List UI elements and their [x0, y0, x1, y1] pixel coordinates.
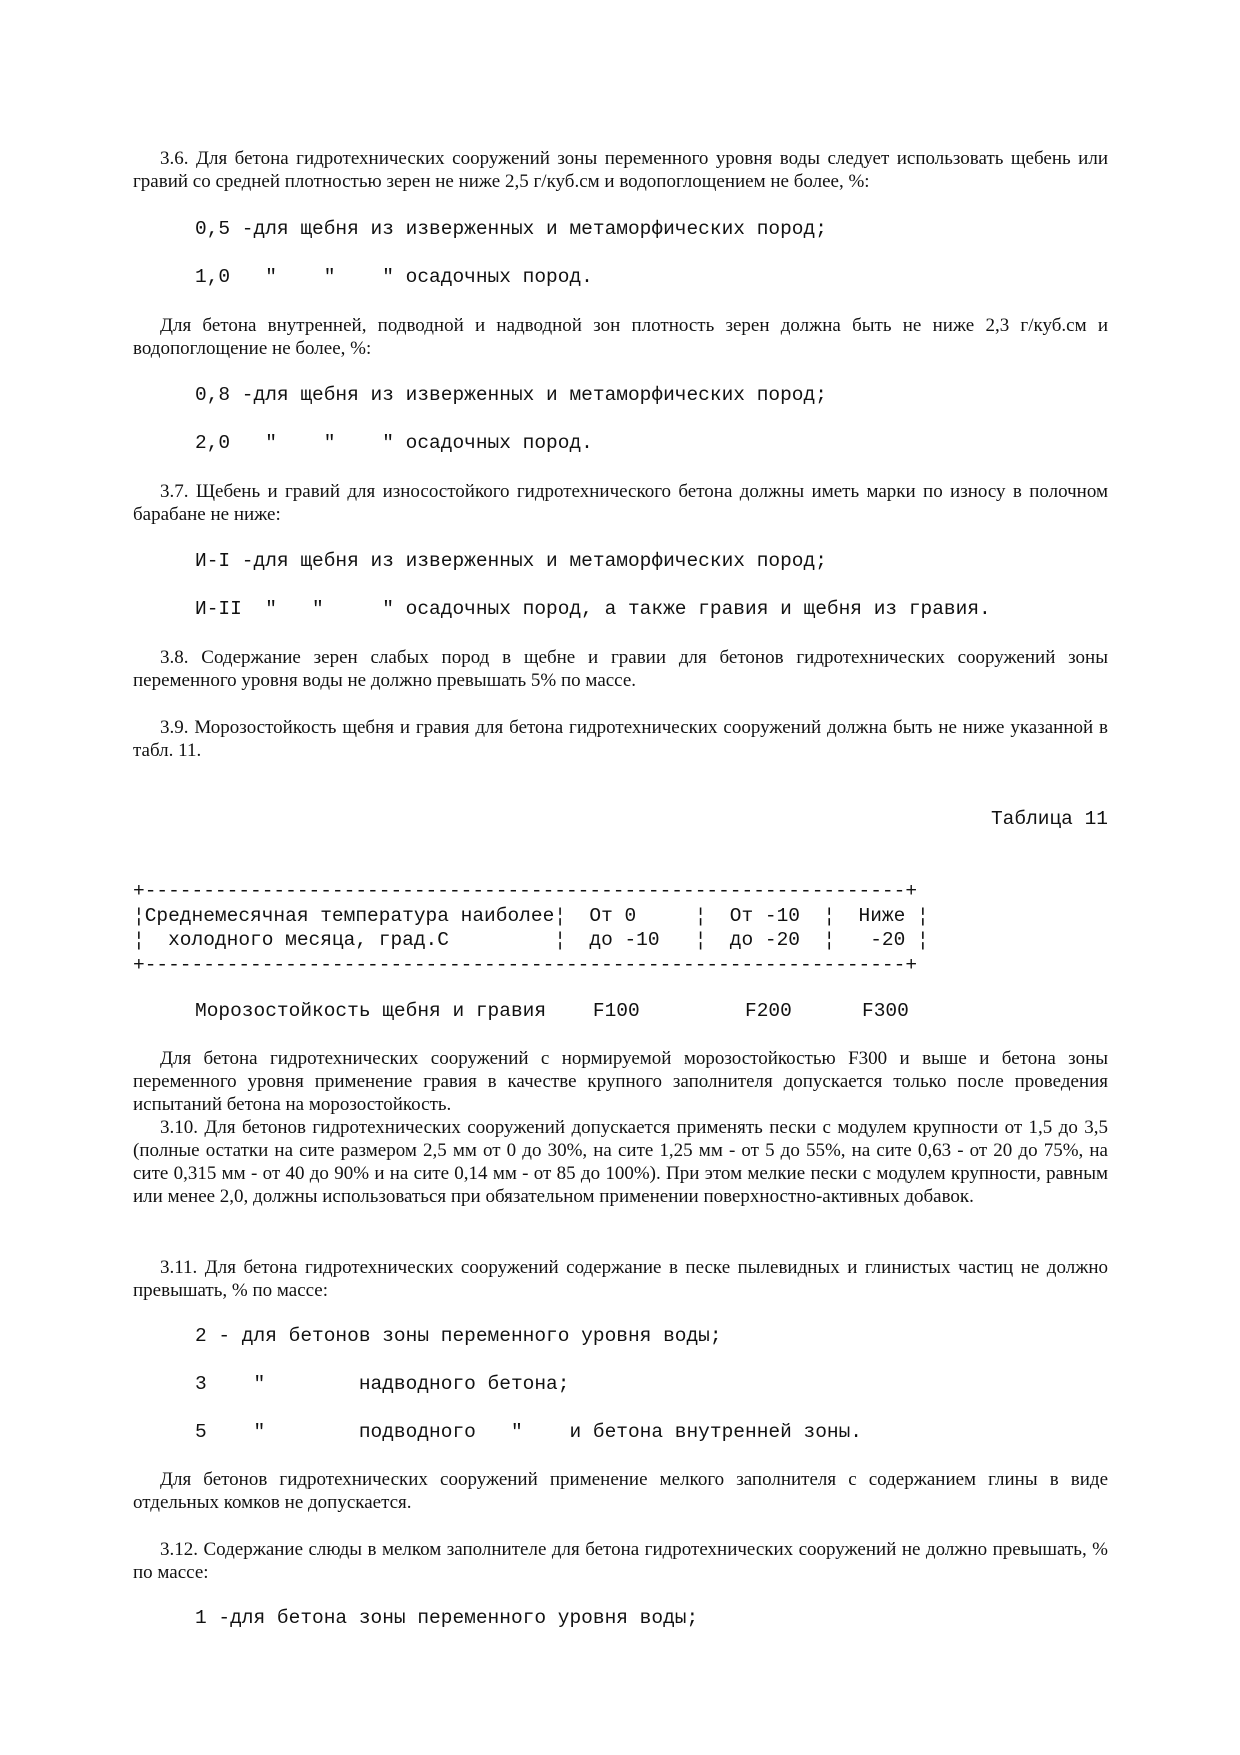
list-item-3-6-other-sedimentary: 2,0 " " " осадочных пород.	[195, 432, 593, 454]
list-item-3-11-variable-zone: 2 - для бетонов зоны переменного уровня воды;	[195, 1325, 722, 1347]
table-11-header-row-1: ¦Среднемесячная температура наиболее¦ От 0 ¦ От -10 ¦ Ниже ¦	[133, 904, 929, 927]
paragraph-3-6-intro: 3.6. Для бетона гидротехнических сооружений зоны переменного уровня воды следует использовать щебень или гравий со средней плотностью зерен не ниже 2,5 г/куб.см и водопоглощением не более, %:	[133, 148, 1108, 192]
list-item-3-6-crushed-stone-sedimentary: 1,0 " " " осадочных пород.	[195, 266, 593, 288]
list-item-3-11-underwater: 5 " подводного " и бетона внутренней зоны.	[195, 1421, 863, 1443]
list-item-3-7-igneous: И-I -для щебня из изверженных и метаморфических пород;	[195, 550, 827, 572]
table-11-border-top: +-----------------------------------------------------------------+	[133, 880, 918, 902]
table-11	[133, 879, 929, 977]
list-item-3-7-sedimentary: И-II " " " осадочных пород, а также гравия и щебня из гравия.	[195, 598, 991, 620]
paragraph-3-11-note: Для бетонов гидротехнических сооружений применение мелкого заполнителя с содержанием глины в виде отдельных комков не допускается.	[133, 1469, 1108, 1513]
list-item-3-6-crushed-stone-igneous: 0,5 -для щебня из изверженных и метаморфических пород;	[195, 218, 827, 240]
paragraph-3-7-intro: 3.7. Щебень и гравий для износостойкого гидротехнического бетона должны иметь марки по износу в полочном барабане не ниже:	[133, 481, 1108, 525]
table-11-data-row: Морозостойкость щебня и гравия F100 F200 F300	[195, 1000, 909, 1022]
table-11-header-row-2: ¦ холодного месяца, град.С ¦ до -10 ¦ до -20 ¦ -20 ¦	[133, 929, 929, 951]
paragraph-3-6-other-zones: Для бетона внутренней, подводной и надводной зон плотность зерен должна быть не ниже 2,3 г/куб.см и водопоглощение не более, %:	[133, 315, 1108, 359]
list-item-3-11-above-water: 3 " надводного бетона;	[195, 1373, 570, 1395]
list-item-3-12-variable-zone: 1 -для бетона зоны переменного уровня воды;	[195, 1607, 699, 1629]
table-11-caption: Таблица 11	[990, 808, 1108, 830]
paragraph-3-11-intro: 3.11. Для бетона гидротехнических сооружений содержание в песке пылевидных и глинистых частиц не должно превышать, % по массе:	[133, 1257, 1108, 1301]
list-item-3-6-other-igneous: 0,8 -для щебня из изверженных и метаморфических пород;	[195, 384, 827, 406]
table-11-border-bottom: +-----------------------------------------------------------------+	[133, 953, 918, 976]
paragraph-3-8: 3.8. Содержание зерен слабых пород в щебне и гравии для бетонов гидротехнических сооружений зоны переменного уровня воды не должно превышать 5% по массе.	[133, 647, 1108, 691]
paragraph-3-10: 3.10. Для бетонов гидротехнических сооружений допускается применять пески с модулем крупности от 1,5 до 3,5 (полные остатки на сите размером 2,5 мм от 0 до 30%, на сите 1,25 мм - от 5 до 55%, на сите 0,63 - от 20 до 75%, на сите 0,315 мм - от 40 до 90% и на сите 0,14 мм - от 85 до 100%). При этом мелкие пески с модулем крупности, равным или менее 2,0, должны использоваться при обязательном применении поверхностно-активных добавок.	[133, 1117, 1108, 1207]
paragraph-3-9-note: Для бетона гидротехнических сооружений с нормируемой морозостойкостью F300 и выше и бетона зоны переменного уровня применение гравия в качестве крупного заполнителя допускается только после проведения испытаний бетона на морозостойкость.	[133, 1048, 1108, 1115]
paragraph-3-12-intro: 3.12. Содержание слюды в мелком заполнителе для бетона гидротехнических сооружений не должно превышать, % по массе:	[133, 1539, 1108, 1583]
paragraph-3-9: 3.9. Морозостойкость щебня и гравия для бетона гидротехнических сооружений должна быть не ниже указанной в табл. 11.	[133, 717, 1108, 761]
